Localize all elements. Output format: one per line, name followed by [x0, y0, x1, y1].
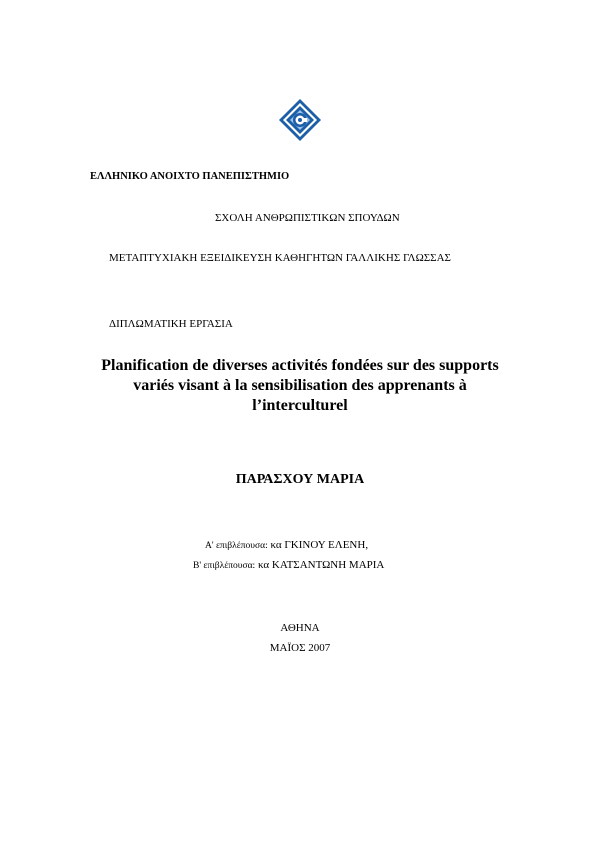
thesis-title-line-2: variés visant à la sensibilisation des apprenants à — [133, 377, 467, 394]
second-supervisor — [193, 559, 403, 573]
first-supervisor-role: Α' επιβλέπουσα: — [205, 541, 268, 551]
first-supervisor-name: κα ΓΚΙΝΟΥ ΕΛΕΝΗ, — [270, 539, 369, 551]
second-supervisor-name: κα ΚΑΤΣΑΝΤΩΝΗ ΜΑΡΙΑ — [257, 559, 385, 571]
second-supervisor-role: Β' επιβλέπουσα: — [193, 561, 256, 571]
city: ΑΘΗΝΑ — [280, 622, 320, 634]
first-supervisor — [205, 539, 415, 553]
date: ΜΑΪΟΣ 2007 — [269, 642, 331, 654]
author-name: ΠΑΡΑΣΧΟΥ ΜΑΡΙΑ — [235, 472, 365, 487]
thesis-title-line-3: l’interculturel — [252, 397, 348, 414]
thesis-title — [60, 356, 540, 416]
university-name: ΕΛΛΗΝΙΚΟ ΑΝΟΙΧΤΟ ΠΑΝΕΠΙΣΤΗΜΙΟ — [90, 171, 290, 182]
program-name: ΜΕΤΑΠΤΥΧΙΑΚΗ ΕΞΕΙΔΙΚΕΥΣΗ ΚΑΘΗΓΗΤΩΝ ΓΑΛΛΙΚΗΣ ΓΛΩΣΣΑΣ — [109, 252, 451, 264]
school-name: ΣΧΟΛΗ ΑΝΘΡΩΠΙΣΤΙΚΩΝ ΣΠΟΥΔΩΝ — [215, 212, 400, 224]
university-emblem-icon — [278, 98, 322, 142]
thesis-type: ΔΙΠΛΩΜΑΤΙΚΗ ΕΡΓΑΣΙΑ — [109, 318, 233, 330]
thesis-title-line-1: Planification de diverses activités fondées sur des supports — [101, 357, 499, 374]
